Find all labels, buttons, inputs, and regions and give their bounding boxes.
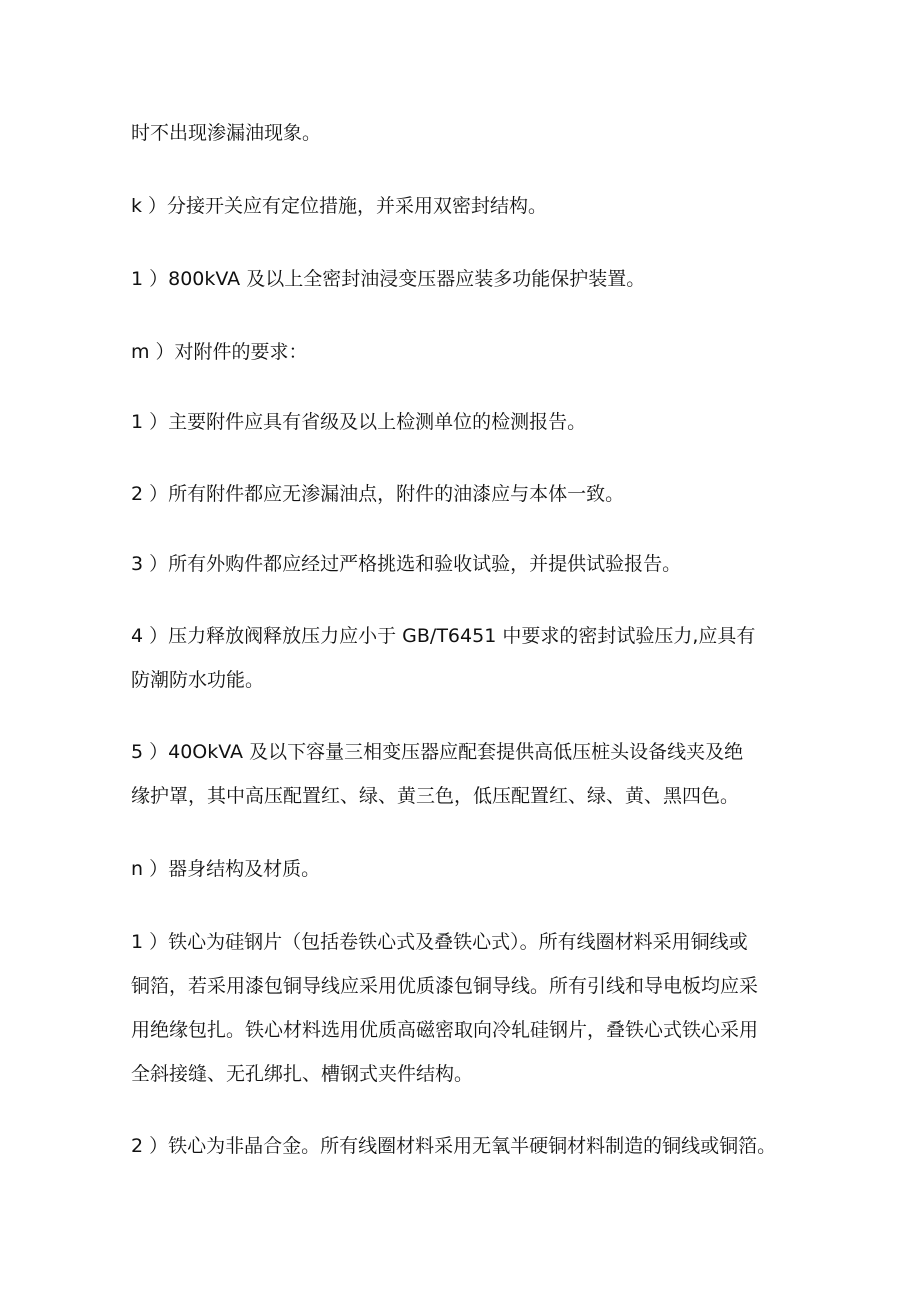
paragraph-item-n1 (131, 920, 811, 1096)
paragraph-item-m4 (131, 614, 811, 702)
text-line: 用绝缘包扎。铁心材料选用优质高磁密取向冷轧硅钢片，叠铁心式铁心采用 (131, 1019, 759, 1041)
paragraph-item-l (131, 257, 811, 301)
paragraph-continuation (131, 111, 811, 155)
text-line: 防潮防水功能。 (131, 669, 265, 691)
text-line: 1 ）800kVA 及以上全密封油浸变压器应装多功能保护装置。 (131, 268, 646, 290)
paragraph-item-m2 (131, 472, 811, 516)
paragraph-item-m3 (131, 542, 811, 586)
text-line: 4 ）压力释放阀释放压力应小于 GB/T6451 中要求的密封试验压力,应具有 (131, 625, 756, 647)
text-line: 全斜接缝、无孔绑扎、槽钢式夹件结构。 (131, 1063, 474, 1085)
text-line: m ）对附件的要求： (131, 341, 308, 363)
paragraph-item-n (131, 847, 811, 891)
text-line: 1 ）铁心为硅钢片（包括卷铁心式及叠铁心式）。所有线圈材料采用铜线或 (131, 931, 748, 953)
text-line: 5 ）40OkVA 及以下容量三相变压器应配套提供高低压桩头设备线夹及绝 (131, 741, 744, 763)
paragraph-item-n2 (131, 1124, 811, 1168)
text-line: 3 ）所有外购件都应经过严格挑选和验收试验，并提供试验报告。 (131, 553, 682, 575)
text-line: 2 ）铁心为非晶合金。所有线圈材料采用无氧半硬铜材料制造的铜线或铜箔。 (131, 1135, 777, 1157)
text-line: 1 ）主要附件应具有省级及以上检测单位的检测报告。 (131, 411, 587, 433)
text-line: k ）分接开关应有定位措施，并采用双密封结构。 (131, 195, 548, 217)
paragraph-item-m5 (131, 730, 811, 818)
paragraph-item-m1 (131, 400, 811, 444)
text-line: 缘护罩，其中高压配置红、绿、黄三色，低压配置红、绿、黄、黑四色。 (131, 785, 740, 807)
text-line: 铜箔，若采用漆包铜导线应采用优质漆包铜导线。所有引线和导电板均应采 (131, 975, 759, 997)
text-line: n ）器身结构及材质。 (131, 858, 321, 880)
text-line: 2 ）所有附件都应无渗漏油点，附件的油漆应与本体一致。 (131, 483, 625, 505)
paragraph-item-k (131, 184, 811, 228)
paragraph-item-m (131, 330, 811, 374)
text-line: 时不出现渗漏油现象。 (131, 122, 322, 144)
